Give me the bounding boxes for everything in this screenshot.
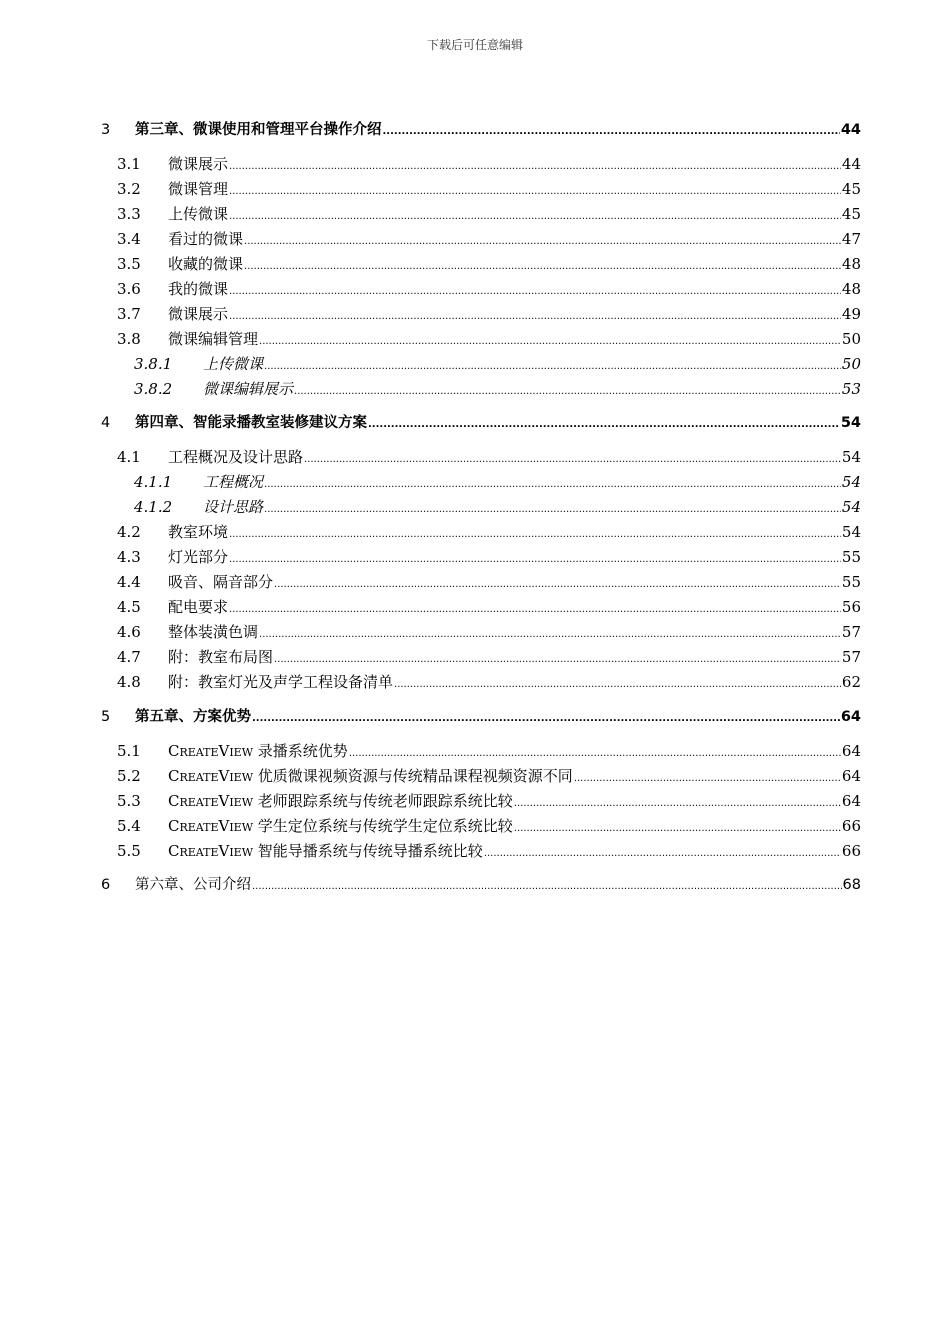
toc-entry-title: 附：教室灯光及声学工程设备清单 <box>168 673 394 691</box>
toc-entry[interactable] <box>0 277 950 302</box>
toc-entry-number: 6 <box>101 877 111 893</box>
toc-leader-dots <box>229 179 841 204</box>
toc-entry-title-wrap <box>168 670 393 695</box>
toc-entry[interactable] <box>0 470 950 495</box>
toc-entry-page: 53 <box>841 380 861 398</box>
toc-entry-title-line <box>203 377 861 404</box>
toc-leader-dots <box>244 229 841 254</box>
toc-leader-dots <box>484 841 841 866</box>
toc-entry-title-line <box>168 327 861 354</box>
toc-entry-title-wrap <box>203 352 263 377</box>
toc-leader-dots <box>259 329 841 354</box>
toc-entry-title-wrap <box>135 873 251 898</box>
toc-entry-title-line <box>168 227 861 254</box>
toc-entry-page: 66 <box>841 817 861 835</box>
toc-entry-page: 44 <box>841 155 861 173</box>
toc-entry-title-wrap <box>168 302 228 327</box>
toc-leader-dots <box>349 741 841 766</box>
toc-entry-title-line <box>168 645 861 672</box>
toc-entry-title: 第三章、微课使用和管理平台操作介绍 <box>135 122 382 138</box>
toc-entry-page: 45 <box>841 205 861 223</box>
toc-entry-title: 附：教室布局图 <box>168 648 274 666</box>
toc-entry-title: 优质微课视频资源与传统精品课程视频资源不同 <box>257 767 573 785</box>
toc-entry-page: 54 <box>840 415 861 431</box>
toc-leader-dots <box>304 447 841 472</box>
toc-entry-page: 45 <box>841 180 861 198</box>
toc-leader-dots <box>264 472 841 497</box>
toc-entry-page: 64 <box>841 742 861 760</box>
toc-leader-dots <box>264 497 841 522</box>
toc-entry-title-wrap <box>168 202 228 227</box>
toc-entry[interactable] <box>0 620 950 645</box>
toc-entry-number: 3.8 <box>117 330 141 348</box>
toc-entry-title: 微课展示 <box>168 155 229 173</box>
toc-entry[interactable] <box>0 352 950 377</box>
toc-entry-title: 学生定位系统与传统学生定位系统比较 <box>257 817 513 835</box>
toc-entry-number: 4.6 <box>117 623 141 641</box>
toc-entry[interactable] <box>0 152 950 177</box>
toc-entry-number: 5 <box>101 709 111 725</box>
toc-entry-page: 64 <box>841 792 861 810</box>
toc-leader-dots <box>368 412 840 437</box>
toc-entry-title: 第四章、智能录播教室装修建议方案 <box>135 415 367 431</box>
toc-entry-page: 49 <box>841 305 861 323</box>
toc-entry-page: 62 <box>841 673 861 691</box>
toc-entry-brand: CreateView <box>168 767 254 785</box>
toc-entry[interactable] <box>0 739 950 764</box>
toc-leader-dots <box>244 254 841 279</box>
toc-entry-title-line <box>135 411 861 437</box>
toc-entry-page: 55 <box>841 548 861 566</box>
toc-entry-number: 5.2 <box>117 767 141 785</box>
toc-entry-title-line <box>168 764 861 791</box>
toc-leader-dots <box>229 204 841 229</box>
toc-entry-number: 4.1 <box>117 448 141 466</box>
toc-leader-dots <box>264 354 841 379</box>
toc-entry-title-line <box>203 352 861 379</box>
toc-entry[interactable] <box>0 839 950 864</box>
toc-leader-dots <box>229 547 841 572</box>
toc-entry-title-line <box>168 839 861 866</box>
toc-leader-dots <box>574 766 841 791</box>
toc-entry-number: 4.8 <box>117 673 141 691</box>
toc-entry-page: 50 <box>841 330 861 348</box>
toc-entry-page: 47 <box>841 230 861 248</box>
toc-entry-title: 微课展示 <box>168 305 229 323</box>
toc-entry-title-wrap <box>168 620 258 645</box>
toc-entry[interactable] <box>0 520 950 545</box>
toc-entry-title-line <box>168 152 861 179</box>
toc-entry-page: 57 <box>841 623 861 641</box>
toc-entry-title-wrap <box>168 227 243 252</box>
toc-entry-number: 3.8.1 <box>134 355 173 373</box>
toc-leader-dots <box>259 622 841 647</box>
toc-entry-number: 4.4 <box>117 573 141 591</box>
toc-leader-dots <box>294 379 841 404</box>
toc-entry-title: 第六章、公司介绍 <box>135 877 251 893</box>
toc-entry-page: 54 <box>841 523 861 541</box>
toc-entry-number: 4.7 <box>117 648 141 666</box>
toc-leader-dots <box>383 119 840 144</box>
toc-entry-title: 我的微课 <box>168 280 229 298</box>
toc-entry-title-wrap <box>168 327 258 352</box>
toc-entry-title-line <box>203 495 861 522</box>
toc-entry-page: 44 <box>840 122 861 138</box>
toc-entry-title-wrap <box>135 118 382 143</box>
toc-entry-title-line <box>135 118 861 144</box>
toc-entry-title-wrap <box>168 520 228 545</box>
toc-entry[interactable] <box>0 377 950 402</box>
toc-entry[interactable] <box>0 595 950 620</box>
toc-entry-page: 68 <box>842 877 861 893</box>
toc-entry[interactable] <box>0 545 950 570</box>
toc-entry-title-line <box>168 670 861 697</box>
toc-entry-title-line <box>168 739 861 766</box>
toc-leader-dots <box>252 706 840 731</box>
toc-entry-number: 4.3 <box>117 548 141 566</box>
toc-entry-page: 64 <box>840 709 861 725</box>
toc-entry-title-wrap <box>168 739 348 764</box>
toc-entry-brand: CreateView <box>168 742 254 760</box>
toc-entry-title-wrap <box>135 411 367 436</box>
toc-entry-number: 3 <box>101 122 111 138</box>
toc-entry-title: 微课编辑管理 <box>168 330 259 348</box>
toc-entry-title-wrap <box>168 814 513 839</box>
toc-entry-title-wrap <box>168 570 273 595</box>
toc-entry-number: 3.3 <box>117 205 141 223</box>
toc-entry-title: 上传微课 <box>168 205 229 223</box>
toc-entry-number: 4.2 <box>117 523 141 541</box>
toc-entry-title: 智能导播系统与传统导播系统比较 <box>257 842 483 860</box>
toc-leader-dots <box>229 304 841 329</box>
page-header: 下载后可任意编辑 <box>426 38 523 52</box>
toc-entry-title: 看过的微课 <box>168 230 244 248</box>
toc-entry-number: 3.8.2 <box>134 380 173 398</box>
toc-entry-title-line <box>135 873 861 899</box>
toc-entry-title-line <box>168 570 861 597</box>
toc-entry-title: 微课编辑展示 <box>203 380 294 398</box>
toc-entry-number: 4.5 <box>117 598 141 616</box>
toc-entry-brand: CreateView <box>168 842 254 860</box>
toc-entry-brand: CreateView <box>168 792 254 810</box>
toc-entry[interactable] <box>0 705 950 730</box>
toc-entry-title-line <box>168 277 861 304</box>
toc-leader-dots <box>229 522 841 547</box>
toc-entry-page: 54 <box>841 448 861 466</box>
toc-entry-page: 54 <box>841 498 861 516</box>
toc-entry-title-wrap <box>168 764 573 789</box>
toc-entry-number: 3.4 <box>117 230 141 248</box>
toc-entry-title-line <box>168 302 861 329</box>
toc-entry-brand: CreateView <box>168 817 254 835</box>
toc-entry-number: 4.1.2 <box>134 498 173 516</box>
toc-entry-title-wrap <box>168 177 228 202</box>
toc-entry-number: 3.6 <box>117 280 141 298</box>
toc-leader-dots <box>274 647 841 672</box>
toc-entry-title: 教室环境 <box>168 523 229 541</box>
toc-leader-dots <box>514 816 841 841</box>
toc-entry-title-line <box>168 620 861 647</box>
toc-entry-number: 5.5 <box>117 842 141 860</box>
toc-entry-title: 配电要求 <box>168 598 229 616</box>
toc-entry[interactable] <box>0 789 950 814</box>
toc-entry[interactable] <box>0 445 950 470</box>
toc-entry-number: 4.1.1 <box>134 473 173 491</box>
toc-entry-title-line <box>168 445 861 472</box>
toc-leader-dots <box>229 154 841 179</box>
toc-entry-title-line <box>135 705 861 731</box>
toc-entry-title-wrap <box>135 705 251 730</box>
toc-entry-title: 工程概况 <box>203 473 264 491</box>
toc-entry[interactable] <box>0 227 950 252</box>
toc-entry[interactable] <box>0 302 950 327</box>
toc-entry-number: 3.2 <box>117 180 141 198</box>
toc-entry-page: 50 <box>841 355 861 373</box>
toc-entry[interactable] <box>0 670 950 695</box>
toc-entry-page: 54 <box>841 473 861 491</box>
toc-entry-title: 录播系统优势 <box>257 742 348 760</box>
toc-leader-dots <box>274 572 841 597</box>
toc-entry-title: 收藏的微课 <box>168 255 244 273</box>
toc-entry-title-line <box>168 814 861 841</box>
toc-entry-page: 48 <box>841 280 861 298</box>
toc-entry-number: 5.1 <box>117 742 141 760</box>
toc-leader-dots <box>229 597 841 622</box>
toc-entry-page: 55 <box>841 573 861 591</box>
toc-entry[interactable] <box>0 327 950 352</box>
toc-entry[interactable] <box>0 495 950 520</box>
toc-entry-title: 设计思路 <box>203 498 264 516</box>
toc-entry-title-wrap <box>168 545 228 570</box>
toc-entry-page: 56 <box>841 598 861 616</box>
toc-entry-title-line <box>168 252 861 279</box>
toc-entry-title: 整体装潢色调 <box>168 623 259 641</box>
toc-entry-title: 上传微课 <box>203 355 264 373</box>
toc-entry-title-line <box>168 595 861 622</box>
toc-leader-dots <box>229 279 841 304</box>
toc-entry[interactable] <box>0 118 950 143</box>
toc-leader-dots <box>514 791 841 816</box>
toc-entry-page: 48 <box>841 255 861 273</box>
toc-entry-title-line <box>168 789 861 816</box>
toc-entry-title-wrap <box>168 252 243 277</box>
toc-entry-number: 4 <box>101 415 111 431</box>
toc-entry-number: 3.1 <box>117 155 141 173</box>
toc-entry-title: 灯光部分 <box>168 548 229 566</box>
toc-entry-title-line <box>203 470 861 497</box>
toc-entry-title-wrap <box>168 645 273 670</box>
toc-entry[interactable] <box>0 645 950 670</box>
toc-entry-title-line <box>168 202 861 229</box>
toc-entry-title-wrap <box>168 152 228 177</box>
toc-entry-page: 57 <box>841 648 861 666</box>
toc-entry-title-line <box>168 520 861 547</box>
toc-entry[interactable] <box>0 411 950 436</box>
toc-entry-title: 吸音、隔音部分 <box>168 573 274 591</box>
toc-entry-title-wrap <box>203 470 263 495</box>
toc-entry-title-wrap <box>168 595 228 620</box>
toc-entry-number: 3.7 <box>117 305 141 323</box>
toc-entry-page: 66 <box>841 842 861 860</box>
toc-entry-title-wrap <box>168 789 513 814</box>
toc-entry-title-wrap <box>168 839 483 864</box>
toc-entry-number: 5.3 <box>117 792 141 810</box>
toc-entry[interactable] <box>0 814 950 839</box>
toc-entry[interactable] <box>0 252 950 277</box>
toc-entry-title-line <box>168 545 861 572</box>
toc-leader-dots <box>394 672 841 697</box>
toc-entry-title-wrap <box>168 277 228 302</box>
toc-entry-title: 工程概况及设计思路 <box>168 448 304 466</box>
toc-entry-title-wrap <box>168 445 303 470</box>
toc-entry-number: 5.4 <box>117 817 141 835</box>
toc-entry[interactable] <box>0 764 950 789</box>
toc-entry[interactable] <box>0 570 950 595</box>
toc-leader-dots <box>252 874 842 899</box>
toc-entry[interactable] <box>0 202 950 227</box>
toc-entry-title: 老师跟踪系统与传统老师跟踪系统比较 <box>257 792 513 810</box>
toc-entry-page: 64 <box>841 767 861 785</box>
toc-entry-title: 第五章、方案优势 <box>135 709 251 725</box>
toc-entry-title-wrap <box>203 495 263 520</box>
toc-entry-title: 微课管理 <box>168 180 229 198</box>
toc-entry-number: 3.5 <box>117 255 141 273</box>
toc-entry-title-wrap <box>203 377 293 402</box>
toc-entry[interactable] <box>0 873 950 898</box>
toc-entry-title-line <box>168 177 861 204</box>
toc-entry[interactable] <box>0 177 950 202</box>
